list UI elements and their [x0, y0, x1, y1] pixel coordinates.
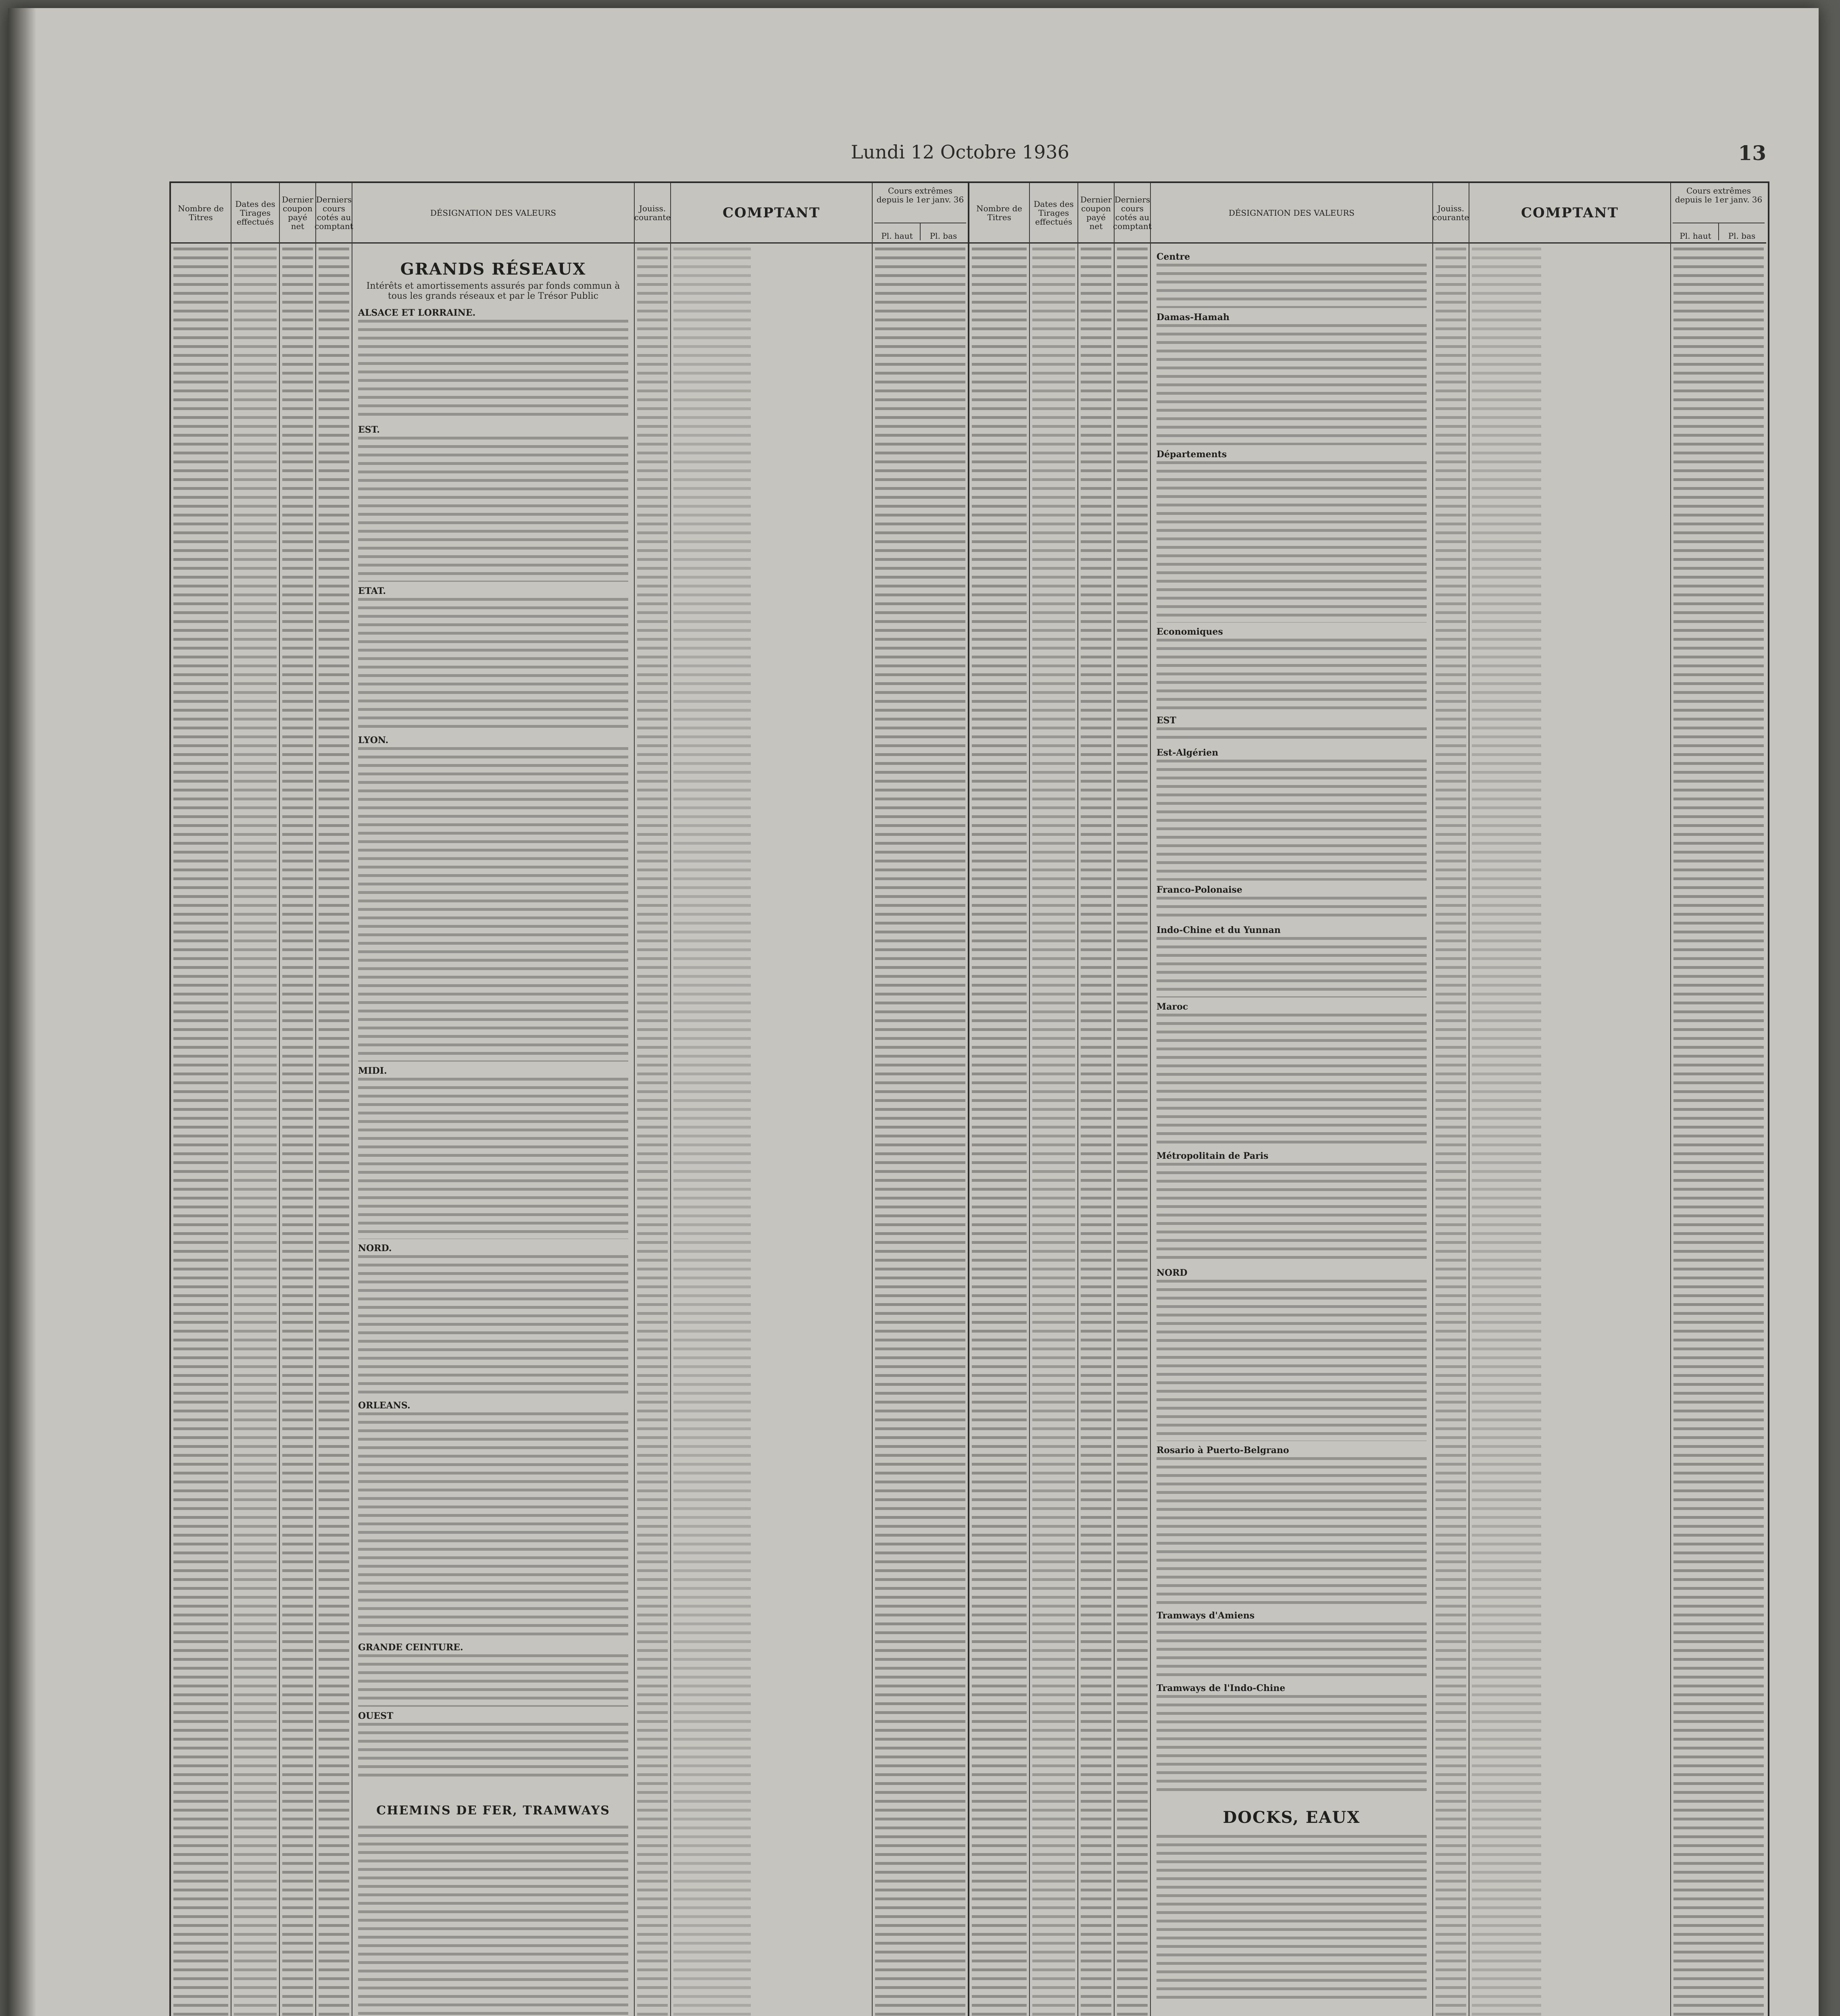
header-designation: DÉSIGNATION DES VALEURS [1151, 183, 1432, 244]
column-values [1673, 248, 1764, 2016]
col-dernier-coupon [1078, 183, 1115, 2016]
company-name: Est-Algérien [1157, 748, 1219, 758]
col-designation [1151, 183, 1433, 2016]
entry-lines [358, 1412, 628, 1638]
company-name: Damas-Hamah [1157, 312, 1229, 323]
column-values [1472, 248, 1541, 2016]
col-dates-tirages [1030, 183, 1078, 2016]
header-designation: DÉSIGNATION DES VALEURS [352, 183, 634, 244]
col-comptant [1469, 183, 1671, 2016]
entry-lines [358, 598, 628, 731]
entry-lines [358, 747, 628, 1062]
entry-lines [1157, 1163, 1427, 1264]
section-note: Intérêts et amortissements assurés par fonds commun à tous les grands réseaux et par le Trésor Public [366, 281, 620, 301]
column-values [319, 248, 349, 2016]
header-comptant: COMPTANT [1469, 183, 1670, 244]
company-name: MIDI. [358, 1066, 387, 1076]
entry-lines [1157, 639, 1427, 711]
header-derniers-cours: Derniers cours cotés au comptant [316, 183, 352, 244]
entry-lines [1157, 1457, 1427, 1606]
company-name: Economiques [1157, 627, 1223, 637]
col-derniers-cours [1115, 183, 1151, 2016]
col-cours-extremes [873, 183, 968, 2016]
header-jouissance: Jouiss. courante [635, 183, 670, 244]
header-dernier-coupon: Dernier coupon payé net [1078, 183, 1114, 244]
col-comptant [671, 183, 873, 2016]
entry-lines [1157, 727, 1427, 744]
header-nombre-titres: Nombre de Titres [171, 183, 231, 244]
entry-lines [1157, 897, 1427, 921]
col-jouissance [1433, 183, 1469, 2016]
header-cours-extremes [873, 183, 968, 244]
header-comptant: COMPTANT [671, 183, 872, 244]
column-values [234, 248, 277, 2016]
col-derniers-cours [316, 183, 352, 2016]
company-name: ETAT. [358, 586, 386, 596]
entry-lines [1157, 461, 1427, 623]
entry-lines [358, 1255, 628, 1396]
company-name: OUEST [358, 1711, 394, 1721]
column-values [637, 248, 668, 2016]
entry-lines [1157, 1835, 1427, 2004]
company-name: NORD [1157, 1268, 1188, 1278]
company-name: Tramways de l'Indo-Chine [1157, 1683, 1286, 1693]
left-table [171, 183, 969, 2016]
company-name: Rosario à Puerto-Belgrano [1157, 1445, 1289, 1456]
entry-lines [1157, 1280, 1427, 1441]
col-dates-tirages [231, 183, 280, 2016]
column-values [1117, 248, 1148, 2016]
header-pl-bas: Pl. bas [1728, 231, 1756, 241]
section-title-chemins: CHEMINS DE FER, TRAMWAYS [376, 1804, 610, 1818]
header-dates-tirages: Dates des Tirages effectués [231, 183, 279, 244]
column-values [1436, 248, 1466, 2016]
page-header [165, 141, 1766, 177]
company-name: ORLEANS. [358, 1400, 411, 1411]
right-table [969, 183, 1768, 2016]
column-values [173, 248, 228, 2016]
company-name: Départements [1157, 449, 1227, 460]
entry-lines [358, 1826, 628, 2016]
column-values [673, 248, 751, 2016]
col-dernier-coupon [280, 183, 316, 2016]
entry-lines [1157, 1014, 1427, 1147]
header-dates-tirages: Dates des Tirages effectués [1030, 183, 1077, 244]
quotation-sheet [169, 181, 1769, 2016]
page-binding [8, 8, 36, 2016]
newspaper-page [8, 8, 1819, 2016]
column-values [282, 248, 313, 2016]
header-cours-extremes-label: Cours extrêmes depuis le 1er janv. 36 [876, 186, 964, 204]
company-name: Franco-Polonaise [1157, 885, 1242, 895]
entry-lines [358, 320, 628, 421]
company-name: GRANDE CEINTURE. [358, 1642, 463, 1653]
company-name: Centre [1157, 252, 1190, 262]
column-values [1032, 248, 1075, 2016]
header-cours-extremes [1671, 183, 1766, 244]
col-nombre-titres [171, 183, 231, 2016]
section-title-grands-reseaux: GRANDS RÉSEAUX [400, 260, 586, 279]
entry-lines [1157, 1695, 1427, 1792]
company-name: EST [1157, 715, 1177, 726]
entry-lines [358, 437, 628, 582]
header-nombre-titres: Nombre de Titres [969, 183, 1029, 244]
entry-lines [1157, 760, 1427, 881]
entry-lines [1157, 264, 1427, 308]
header-jouissance: Jouiss. courante [1433, 183, 1469, 244]
company-name: NORD. [358, 1243, 392, 1254]
entry-lines [1157, 1622, 1427, 1679]
company-name: Tramways d'Amiens [1157, 1610, 1255, 1621]
designation-body [1151, 244, 1432, 2016]
col-jouissance [635, 183, 671, 2016]
entry-lines [1157, 324, 1427, 445]
entry-lines [358, 1078, 628, 1239]
page-number: 13 [1738, 141, 1766, 165]
company-name: Métropolitain de Paris [1157, 1151, 1269, 1161]
col-cours-extremes [1671, 183, 1766, 2016]
company-name: LYON. [358, 735, 389, 746]
page-date: Lundi 12 Octobre 1936 [851, 141, 1069, 163]
header-pl-haut: Pl. haut [874, 223, 921, 240]
company-name: Indo-Chine et du Yunnan [1157, 925, 1281, 935]
header-dernier-coupon: Dernier coupon payé net [280, 183, 315, 244]
company-name: ALSACE ET LORRAINE. [358, 308, 476, 318]
company-name: Maroc [1157, 1002, 1188, 1012]
section-title-docks: DOCKS, EAUX [1223, 1808, 1361, 1827]
entry-lines [1157, 937, 1427, 998]
entry-lines [358, 1654, 628, 1707]
column-values [875, 248, 965, 2016]
col-nombre-titres [969, 183, 1030, 2016]
entry-lines [358, 1723, 628, 1779]
company-name: EST. [358, 425, 380, 435]
header-derniers-cours: Derniers cours cotés au comptant [1115, 183, 1150, 244]
header-cours-extremes-label: Cours extrêmes depuis le 1er janv. 36 [1675, 186, 1763, 204]
column-values [1081, 248, 1111, 2016]
col-designation [352, 183, 635, 2016]
header-pl-bas: Pl. bas [929, 231, 957, 241]
header-pl-haut: Pl. haut [1673, 223, 1719, 240]
designation-body [352, 244, 634, 2016]
column-values [972, 248, 1027, 2016]
